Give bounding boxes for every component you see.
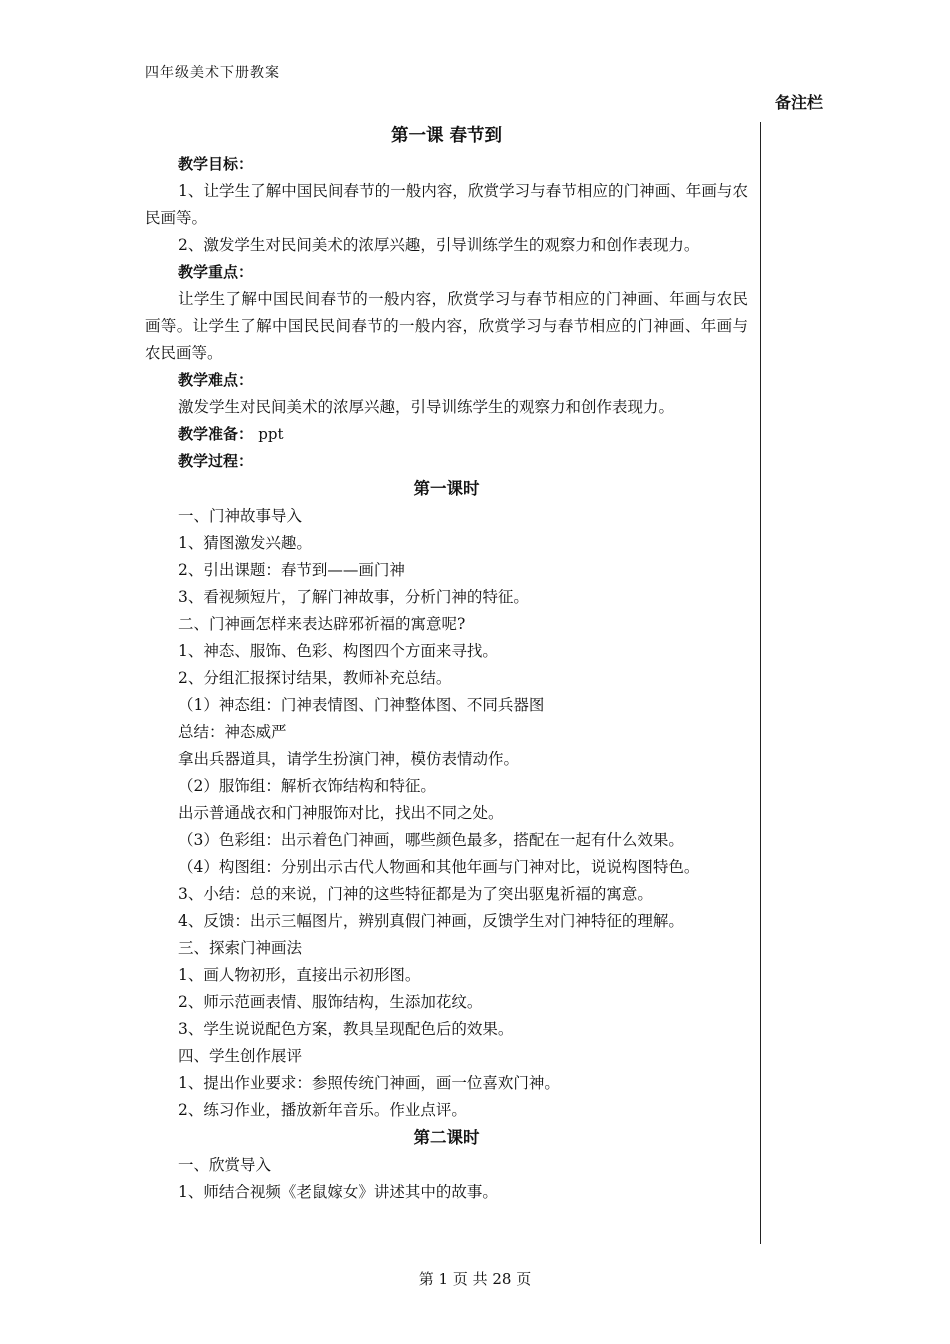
focus-text: 让学生了解中国民间春节的一般内容，欣赏学习与春节相应的门神画、年画与农民画等。让学生了解中国民民间春节的一般内容，欣赏学习与春节相应的门神画、年画与农民画等。 <box>145 290 748 362</box>
process-line: 2、师示范画表情、服饰结构，生添加花纹。 <box>178 993 483 1011</box>
process-line: 三、探索门神画法 <box>178 939 303 957</box>
process-line: 3、学生说说配色方案，教具呈现配色后的效果。 <box>178 1020 514 1038</box>
page-number: 第 1 页 共 28 页 <box>418 1270 532 1288</box>
process-line: 1、提出作业要求：参照传统门神画，画一位喜欢门神。 <box>178 1074 560 1092</box>
difficulty-heading: 教学难点： <box>178 371 254 389</box>
process-line: 总结：神态威严 <box>178 723 287 741</box>
focus-heading: 教学重点： <box>178 263 254 281</box>
process-line: 2、分组汇报探讨结果，教师补充总结。 <box>178 669 452 687</box>
goals-heading: 教学目标： <box>178 155 254 173</box>
process-line: 二、门神画怎样来表达辟邪祈福的寓意呢? <box>178 615 466 633</box>
process-line: 3、看视频短片，了解门神故事，分析门神的特征。 <box>178 588 529 606</box>
process-line: （3）色彩组：出示着色门神画，哪些颜色最多，搭配在一起有什么效果。 <box>178 831 684 849</box>
process-line: 出示普通战衣和门神服饰对比，找出不同之处。 <box>178 804 504 822</box>
process-heading: 教学过程： <box>178 452 254 470</box>
goal-2: 2、激发学生对民间美术的浓厚兴趣，引导训练学生的观察力和创作表现力。 <box>178 236 700 254</box>
document-header: 四年级美术下册教案 <box>145 65 280 81</box>
preparation-heading: 教学准备： <box>178 425 254 443</box>
process-line: 2、引出课题：春节到——画门神 <box>178 561 405 579</box>
process-line: 拿出兵器道具，请学生扮演门神，模仿表情动作。 <box>178 750 520 768</box>
period-1-title: 第一课时 <box>413 479 480 498</box>
process-line: 1、猜图激发兴趣。 <box>178 534 312 552</box>
difficulty-text: 激发学生对民间美术的浓厚兴趣，引导训练学生的观察力和创作表现力。 <box>178 398 675 416</box>
preparation-line <box>145 421 748 448</box>
process-line: 一、欣赏导入 <box>178 1156 272 1174</box>
process-line: 1、师结合视频《老鼠嫁女》讲述其中的故事。 <box>178 1183 498 1201</box>
process-line: 4、反馈：出示三幅图片，辨别真假门神画，反馈学生对门神特征的理解。 <box>178 912 684 930</box>
lesson-title: 第一课 春节到 <box>390 126 503 146</box>
process-line: 一、门神故事导入 <box>178 507 303 525</box>
remark-column-label: 备注栏 <box>775 93 824 112</box>
preparation-value: ppt <box>258 425 284 443</box>
process-line: 2、练习作业，播放新年音乐。作业点评。 <box>178 1101 467 1119</box>
process-line: 1、画人物初形，直接出示初形图。 <box>178 966 421 984</box>
period-2-title: 第二课时 <box>413 1128 480 1147</box>
lesson-plan-body <box>145 122 748 1206</box>
period-1-lines <box>145 503 748 1124</box>
goal-1: 1、让学生了解中国民间春节的一般内容，欣赏学习与春节相应的门神画、年画与农民画等。 <box>145 182 748 227</box>
process-line: （1）神态组：门神表情图、门神整体图、不同兵器图 <box>178 696 545 714</box>
process-line: 1、神态、服饰、色彩、构图四个方面来寻找。 <box>178 642 498 660</box>
remark-column-divider <box>760 122 761 1244</box>
process-line: （2）服饰组：解析衣饰结构和特征。 <box>178 777 436 795</box>
period-2-lines <box>145 1152 748 1206</box>
process-line: 3、小结：总的来说，门神的这些特征都是为了突出驱鬼祈福的寓意。 <box>178 885 653 903</box>
process-line: 四、学生创作展评 <box>178 1047 303 1065</box>
process-line: （4）构图组：分别出示古代人物画和其他年画与门神对比，说说构图特色。 <box>178 858 700 876</box>
